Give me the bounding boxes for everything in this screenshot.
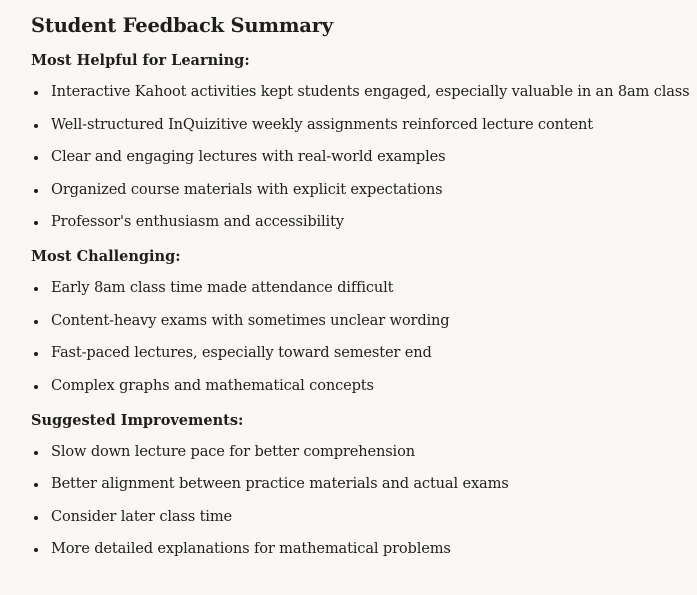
list-item: Interactive Kahoot activities kept students engaged, especially valuable in an 8am class [31,82,691,102]
section-heading-most-challenging: Most Challenging: [31,248,181,265]
section-heading-most-helpful: Most Helpful for Learning: [31,52,250,69]
list-item: Clear and engaging lectures with real-world examples [31,147,691,167]
most-helpful-list [31,82,691,232]
list-item: Content-heavy exams with sometimes unclear wording [31,311,691,331]
list-item: Fast-paced lectures, especially toward semester end [31,343,691,363]
list-item: More detailed explanations for mathematical problems [31,539,691,559]
suggested-improvements-list [31,442,691,560]
list-item: Early 8am class time made attendance difficult [31,278,691,298]
section-heading-suggested-improvements: Suggested Improvements: [31,411,244,429]
list-item: Slow down lecture pace for better comprehension [31,442,691,462]
list-item: Consider later class time [31,507,691,527]
most-challenging-list [31,278,691,396]
list-item: Better alignment between practice materials and actual exams [31,474,691,494]
list-item: Organized course materials with explicit expectations [31,180,691,200]
list-item: Professor's enthusiasm and accessibility [31,212,691,232]
list-item: Complex graphs and mathematical concepts [31,376,691,396]
document-title: Student Feedback Summary [31,14,333,37]
feedback-document [31,12,691,559]
list-item: Well-structured InQuizitive weekly assignments reinforced lecture content [31,115,691,135]
